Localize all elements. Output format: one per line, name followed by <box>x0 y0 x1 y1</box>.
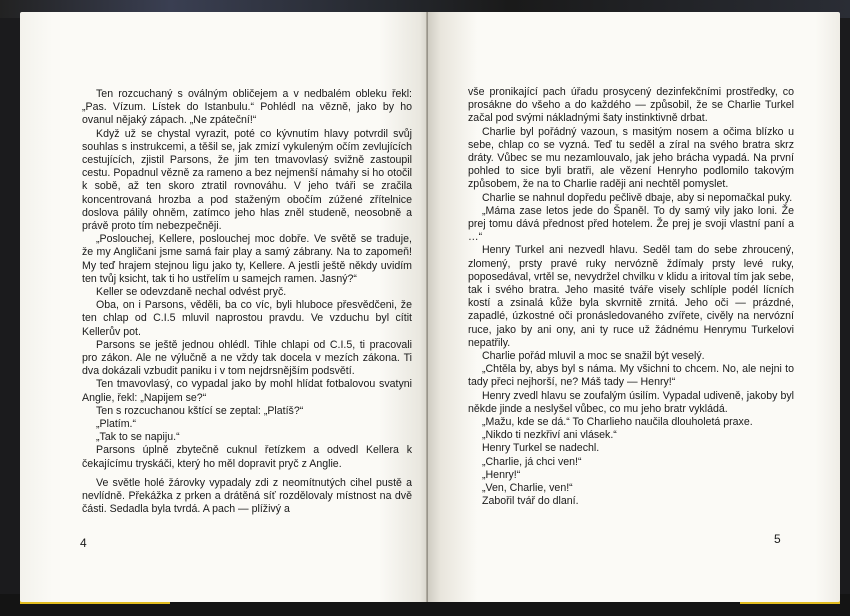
paragraph: vše pronikající pach úřadu prosycený dezinfekčními prostředky, co prosákne do všeho a do každého — způsobil, že se Charlie Turkel začal pod svými nákladnými šaty instinktivně drbat. <box>468 86 794 125</box>
paragraph: Ten tmavovlasý, co vypadal jako by mohl hlídat fotbalovou svatyni Anglie, řekl: „Napijem se?“ <box>82 378 412 404</box>
paragraph: „Ven, Charlie, ven!“ <box>482 482 573 495</box>
paragraph: Když už se chystal vyrazit, poté co kývnutím hlavy potvrdil svůj souhlas s instrukcemi, a těšil se, jak zmizí vykuleným očím zevlujících cestujících, zjistil Parsons, že jim ten tmavovlasý svižně zastoupil cestu. Popadnul vězně za rameno a bez nejmenší námahy si ho otočil k sobě, až ten skoro ztratil rovnováhu. V jeho tváři se zračila koncentrovaná hrozba a pod staženým obočím zúžené zřítelnice doslova pálily ohněm, zatímco jeho hlas zněl studeně, neosobně a právě proto tím nebezpečněji. <box>82 127 412 233</box>
paragraph: Ten s rozcuchanou kštící se zeptal: „Platíš?“ <box>96 404 304 417</box>
paragraph: „Tak to se napiju.“ <box>96 431 180 444</box>
right-page-text <box>468 86 794 509</box>
paragraph: Charlie se nahnul dopředu pečlivě dbaje, aby si nepomačkal puky. <box>482 191 793 204</box>
paragraph: Parsons úplně zbytečně cuknul řetízkem a odvedl Kellera k čekajícímu tryskáči, který ho měl dopravit pryč z Anglie. <box>82 444 412 470</box>
page-number-left: 4 <box>80 536 87 550</box>
paragraph: Keller se odevzdaně nechal odvést pryč. <box>96 286 287 299</box>
paragraph: „Poslouchej, Kellere, poslouchej moc dobře. Ve světě se traduje, že my Angličani jsme samá fair play a samý zábrany. Na to zapomeň! My teď hrajem stejnou ligu jako ty, Kellere. A jestli ještě někdy uvidím ten tvůj ksicht, tak ti ho ustřelím u samejch ramen. Jasný?“ <box>82 233 412 285</box>
paragraph: „Henry!“ <box>482 468 521 481</box>
paragraph: „Mažu, kde se dá.“ To Charlieho naučila dlouholetá praxe. <box>482 416 753 429</box>
paragraph: „Máma zase letos jede do Španěl. To dy samý vily jako loni. Že prej tomu dává přednost před hotelem. Že prej je svoji vlastní paní a …“ <box>468 204 794 244</box>
right-page <box>428 12 840 602</box>
left-page-text <box>82 88 412 517</box>
paragraph: Ve světle holé žárovky vypadaly zdi z neomítnutých cihel pustě a nevlídně. Překážka z prken a drátěná síť rozdělovaly místnost na dvě části. Sedadla byla tvrdá. A pach — plíživý a <box>82 476 412 516</box>
paragraph: Charlie byl pořádný vazoun, s masitým nosem a očima blízko u sebe, chlap co se vyzná. Teď tu seděl a zíral na svého bratra skrz dráty. Vůbec se mu nezamlouvalo, jak jeho brácha vypadá. Na první pohled to sice byli bratři, ale vězení Henryho podlomilo takovým způsobem, že na to Charlie raději ani nechtěl pomyslet. <box>468 125 794 191</box>
paragraph: „Nikdo ti nezkřiví ani vlásek.“ <box>482 429 617 442</box>
paragraph: Henry zvedl hlavu se zoufalým úsilím. Vypadal udiveně, jakoby byl někde jinde a neslyšel vůbec, co mu jeho bratr vykládá. <box>468 389 794 415</box>
paragraph: Ten rozcuchaný s oválným obličejem a v nedbalém obleku řekl: „Pas. Vízum. Lístek do Istanbulu.“ Pohlédl na vězně, jako by ho ovanul nějaký zápach. „Ne zpáteční!“ <box>82 88 412 127</box>
paragraph: Zabořil tvář do dlaní. <box>482 495 579 508</box>
paragraph: „Charlie, já chci ven!“ <box>482 455 582 468</box>
paragraph: „Platím.“ <box>96 418 137 431</box>
paragraph: Henry Turkel se nadechl. <box>482 442 600 455</box>
paragraph: „Chtěla by, abys byl s náma. My všichni to chcem. No, ale nejni to tady přeci nejhorší, ne? Máš tady — Henry!“ <box>468 363 794 389</box>
paragraph: Henry Turkel ani nezvedl hlavu. Seděl tam do sebe zhroucený, zlomený, prsty pravé ruky nervózně ždímaly prsty levé ruky, poposedával, vrtěl se, nevydržel chvilku v klidu a iritoval tím jak sebe, tak i svého bratra. Jeho masité tváře visely schlíple podél lícních kostí a zsinalá kůže byla skvrnitě zrnitá. Jeho oči — prázdné, zapadlé, úzkostné oči pronásledovaného zvířete, civěly na nervózní ruce, jako by ani ony, ani ty ruce už žádnému Henrymu Turkelovi nepatřily. <box>468 244 794 349</box>
page-number-right: 5 <box>774 532 781 546</box>
paragraph: Parsons se ještě jednou ohlédl. Tihle chlapi od C.I.5, ti pracovali pro zákon. Ale ne výlučně a ne vždy tak docela v mezích zákona. Ti dva dokázali vzbudit paniku i v tom nejdrsnějším podsvětí. <box>82 338 412 378</box>
paragraph: Oba, on i Parsons, věděli, ba co víc, byli hluboce přesvědčeni, že ten chlap od C.I.5 mluvil naprostou pravdu. Ve vzduchu byl cítit Kellerův pot. <box>82 299 412 338</box>
paragraph: Charlie pořád mluvil a moc se snažil být veselý. <box>482 350 705 363</box>
left-page <box>20 12 428 602</box>
